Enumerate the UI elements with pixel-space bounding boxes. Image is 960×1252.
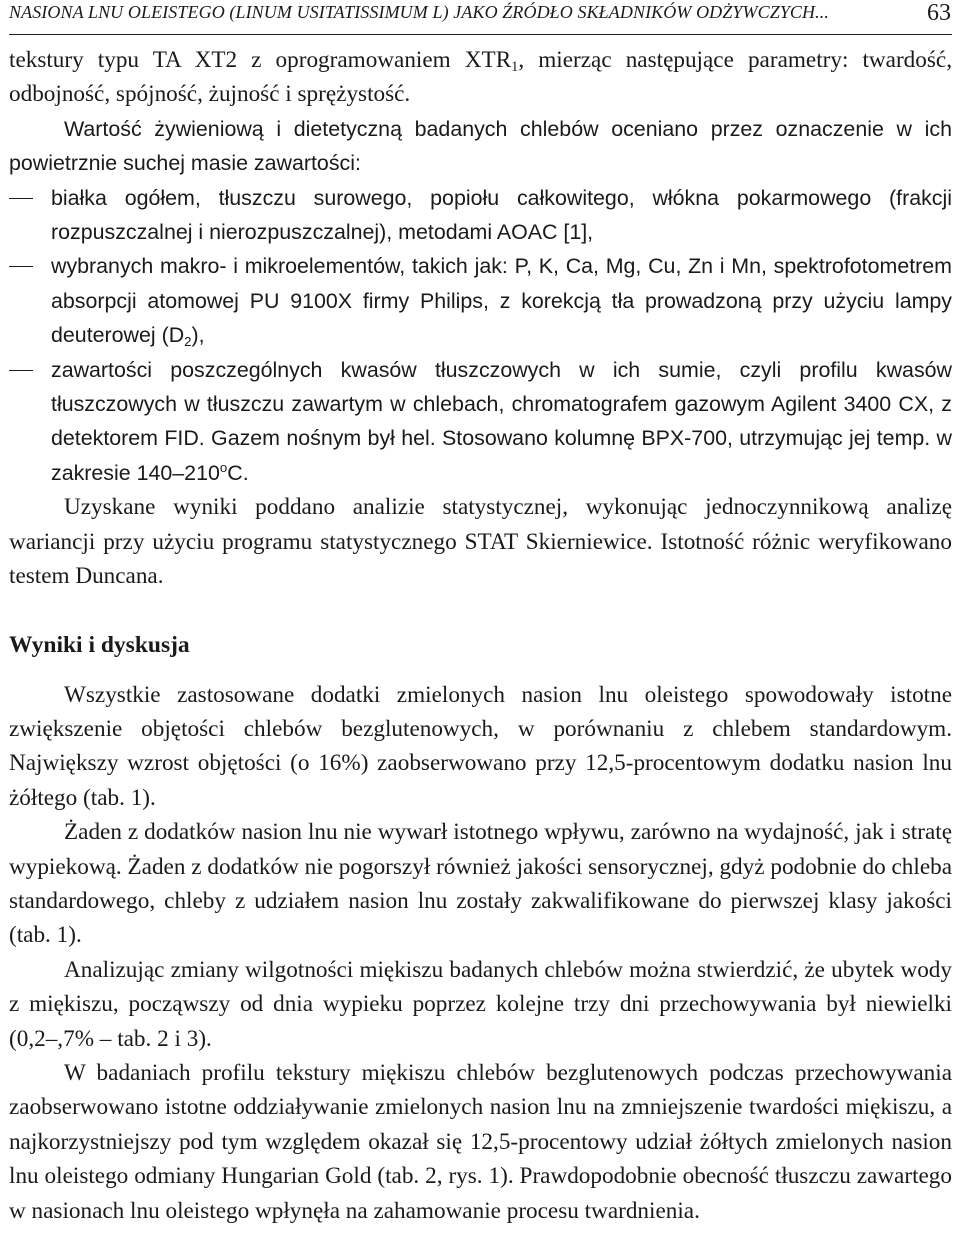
body-text: [9, 43, 952, 1228]
text-run: wybranych makro- i mikroelementów, takich jak: P, K, Ca, Mg, Cu, Zn i Mn, spektrofotometrem absorpcji atomowej PU 9100X firmy Philips, z korekcją tła prowadzoną przy użyciu lampy deuterowej (D: [51, 254, 952, 348]
list-item: [9, 181, 952, 250]
list-item: [9, 249, 952, 352]
results-paragraph-2: Żaden z dodatków nasion lnu nie wywarł istotnego wpływu, zarówno na wydajność, jak i stratę wypiekową. Żaden z dodatków nie pogorszył również jakości sensorycznej, gdyż podobnie do chleba standardowego, chleby z udziałem nasion lnu zostały zakwalifikowane do pierwszej klasy jakości (tab. 1).: [9, 819, 952, 949]
list-item-text: białka ogółem, tłuszczu surowego, popiołu całkowitego, włókna pokarmowego (frakcji rozpuszczalnej i nierozpuszczalnej), metodami AOAC [1],: [51, 185, 952, 245]
dash-icon: [9, 370, 33, 371]
dash-bullet: [9, 353, 51, 491]
section-heading: Wyniki i dyskusja: [9, 631, 190, 658]
results-section: [9, 678, 952, 1229]
text-run: , mierząc następujące parametry: twardość, odbojność, spójność, żujność i sprężystość.: [9, 47, 952, 108]
text-run: C.: [227, 460, 249, 485]
running-header: [9, 0, 952, 35]
methods-paragraph-3: Uzyskane wyniki poddano analizie statystycznej, wykonując jednoczynnikową analizę wariancji przy użyciu programu statystycznego STAT Skierniewice. Istotność różnic weryfikowano testem Duncana.: [9, 494, 952, 590]
dash-icon: [9, 266, 33, 267]
methods-paragraph-2: Wartość żywieniową i dietetyczną badanych chlebów oceniano przez oznaczenie w ich powietrznie suchej masie zawartości:: [9, 116, 952, 176]
methods-paragraph-1: [9, 43, 952, 112]
dash-bullet: [9, 181, 51, 250]
results-paragraph-1: Wszystkie zastosowane dodatki zmielonych nasion lnu oleistego spowodowały istotne zwiększenie objętości chlebów bezglutenowych, w porównaniu z chlebem standardowym. Największy wzrost objętości (o 16%) zaobserwowano przy 12,5-procentowym dodatku nasion lnu żółtego (tab. 1).: [9, 681, 952, 811]
results-paragraph-4: W badaniach profilu tekstury miękiszu chlebów bezglutenowych podczas przechowywania zaobserwowano istotne oddziaływanie zmielonych nasion lnu na zmniejszenie twardości miękiszu, a najkorzystniejszy pod tym względem okazał się 12,5-procentowy udział żółtych zmielonych nasion lnu oleistego odmiany Hungarian Gold (tab. 2, rys. 1). Prawdopodobnie obecność tłuszczu zawartego w nasionach lnu oleistego wpłynęła na zahamowanie procesu twardnienia.: [9, 1059, 952, 1224]
page-number: 63: [927, 0, 951, 26]
subscript: 1: [511, 59, 519, 76]
analysis-list: [9, 181, 952, 491]
superscript: o: [219, 459, 228, 475]
running-header-title: NASIONA LNU OLEISTEGO (LINUM USITATISSIMUM L) JAKO ŹRÓDŁO SKŁADNIKÓW ODŻYWCZYCH...: [9, 2, 829, 22]
results-paragraph-3: Analizując zmiany wilgotności miękiszu badanych chlebów można stwierdzić, że ubytek wody z miękiszu, począwszy od dnia wypieku poprzez kolejne trzy dni przechowywania był niewielki (0,2–,7% – tab. 2 i 3).: [9, 956, 952, 1052]
list-item: [9, 353, 952, 491]
list-item-text: [51, 249, 952, 352]
text-run: tekstury typu TA XT2 z oprogramowaniem XTR: [9, 47, 512, 73]
list-item-text: [51, 353, 952, 491]
subscript: 2: [184, 333, 192, 349]
text-run: ),: [191, 323, 205, 348]
text-run: zawartości poszczególnych kwasów tłuszczowych w ich sumie, czyli profilu kwasów tłuszczowych w tłuszczu zawartym w chlebach, chromatografem gazowym Agilent 3400 CX, z detektorem FID. Gazem nośnym był hel. Stosowano kolumnę BPX-700, utrzymując jej temp. w zakresie 140–210: [51, 357, 952, 485]
dash-bullet: [9, 249, 51, 352]
dash-icon: [9, 198, 33, 199]
